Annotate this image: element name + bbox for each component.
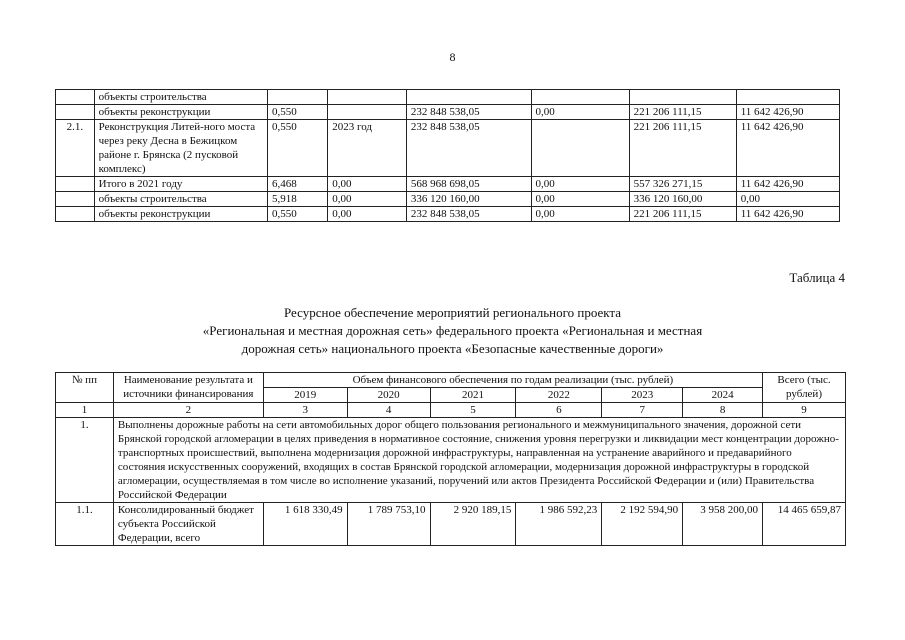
row-name: объекты реконструкции [94, 207, 267, 222]
total-cell: 336 120 160,00 [406, 192, 531, 207]
index-cell: 4 [347, 403, 430, 418]
heading-line-3: дорожная сеть» национального проекта «Безопасные качественные дороги» [241, 341, 664, 356]
budget-name: Консолидированный бюджет субъекта Российской Федерации, всего [113, 503, 263, 546]
budget-value: 2 920 189,15 [430, 503, 516, 546]
page-number: 8 [449, 50, 456, 64]
row-num [56, 105, 95, 120]
regional-cell: 336 120 160,00 [629, 192, 736, 207]
total-cell: 568 968 698,05 [406, 177, 531, 192]
federal-cell [531, 90, 629, 105]
header-volume: Объем финансового обеспечения по годам реализации (тыс. рублей) [263, 373, 762, 388]
regional-cell [629, 90, 736, 105]
term-cell [328, 105, 407, 120]
regional-cell: 221 206 111,15 [629, 207, 736, 222]
row-name: объекты реконструкции [94, 105, 267, 120]
table-row [56, 192, 840, 207]
length-cell [268, 90, 328, 105]
table-row [56, 120, 840, 177]
table-row [56, 207, 840, 222]
federal-cell: 0,00 [531, 177, 629, 192]
term-cell: 0,00 [328, 177, 407, 192]
budget-total: 14 465 659,87 [763, 503, 846, 546]
index-cell: 7 [602, 403, 683, 418]
header-year: 2022 [516, 388, 602, 403]
length-cell: 0,550 [268, 105, 328, 120]
federal-cell: 0,00 [531, 192, 629, 207]
row-name: объекты строительства [94, 192, 267, 207]
index-cell: 2 [113, 403, 263, 418]
result-text: Выполнены дорожные работы на сети автомобильных дорог общего пользования регионального и межмуниципального значения, дорожной сети Брянской городской агломерации в целях приведения в нормативное состояние, снижения уровня перегрузки и ликвидации мест концентрации дорожно-транспортных происшествий, выполнена модернизация дорожной инфраструктуры, направленная на устранение аварийного и предаварийного состояния искусственных сооружений, входящих в состав Брянской городской агломерации, модернизация дорожной инфраструктуры в городской агломерации, осуществляемая в том числе во исполнение указаний, поручений или актов Президента Российской Федерации и (или) Правительства Российской Федерации [113, 418, 845, 503]
table-row [56, 105, 840, 120]
header-year: 2024 [683, 388, 763, 403]
index-cell: 5 [430, 403, 516, 418]
row-name: объекты строительства [94, 90, 267, 105]
row-num [56, 207, 95, 222]
total-cell: 232 848 538,05 [406, 207, 531, 222]
other-cell: 11 642 426,90 [736, 120, 839, 177]
table-caption: Таблица 4 [789, 270, 845, 285]
budget-value: 2 192 594,90 [602, 503, 683, 546]
total-cell [406, 90, 531, 105]
budget-row [56, 503, 846, 546]
other-cell: 0,00 [736, 192, 839, 207]
index-row [56, 403, 846, 418]
index-cell: 8 [683, 403, 763, 418]
other-cell [736, 90, 839, 105]
header-total: Всего (тыс. рублей) [763, 373, 846, 403]
federal-cell: 0,00 [531, 207, 629, 222]
header-year: 2023 [602, 388, 683, 403]
header-name: Наименование результата и источники финансирования [113, 373, 263, 403]
other-cell: 11 642 426,90 [736, 105, 839, 120]
other-cell: 11 642 426,90 [736, 177, 839, 192]
row-name: Реконструкция Литей-ного моста через реку Десна в Бежицком районе г. Брянска (2 пусковой комплекс) [94, 120, 267, 177]
header-year: 2020 [347, 388, 430, 403]
term-cell: 2023 год [328, 120, 407, 177]
table-row [56, 177, 840, 192]
header-year: 2021 [430, 388, 516, 403]
length-cell: 6,468 [268, 177, 328, 192]
header-num: № пп [56, 373, 114, 403]
result-num: 1. [56, 418, 114, 503]
regional-cell: 557 326 271,15 [629, 177, 736, 192]
index-cell: 1 [56, 403, 114, 418]
length-cell: 0,550 [268, 120, 328, 177]
row-num [56, 90, 95, 105]
total-cell: 232 848 538,05 [406, 105, 531, 120]
budget-value: 1 618 330,49 [263, 503, 347, 546]
federal-cell: 0,00 [531, 105, 629, 120]
federal-cell [531, 120, 629, 177]
heading-line-1: Ресурсное обеспечение мероприятий регионального проекта [283, 305, 622, 320]
budget-num: 1.1. [56, 503, 114, 546]
term-cell: 0,00 [328, 192, 407, 207]
row-num [56, 177, 95, 192]
row-num: 2.1. [56, 120, 95, 177]
total-cell: 232 848 538,05 [406, 120, 531, 177]
other-cell: 11 642 426,90 [736, 207, 839, 222]
construction-table [55, 89, 840, 222]
length-cell: 0,550 [268, 207, 328, 222]
budget-value: 3 958 200,00 [683, 503, 763, 546]
section-heading [0, 304, 905, 358]
resource-table [55, 372, 846, 546]
length-cell: 5,918 [268, 192, 328, 207]
term-cell: 0,00 [328, 207, 407, 222]
budget-value: 1 789 753,10 [347, 503, 430, 546]
row-name: Итого в 2021 году [94, 177, 267, 192]
result-row [56, 418, 846, 503]
regional-cell: 221 206 111,15 [629, 120, 736, 177]
table-row [56, 90, 840, 105]
regional-cell: 221 206 111,15 [629, 105, 736, 120]
index-cell: 9 [763, 403, 846, 418]
header-year: 2019 [263, 388, 347, 403]
budget-value: 1 986 592,23 [516, 503, 602, 546]
index-cell: 3 [263, 403, 347, 418]
heading-line-2: «Региональная и местная дорожная сеть» федерального проекта «Региональная и местная [202, 323, 703, 338]
term-cell [328, 90, 407, 105]
row-num [56, 192, 95, 207]
index-cell: 6 [516, 403, 602, 418]
